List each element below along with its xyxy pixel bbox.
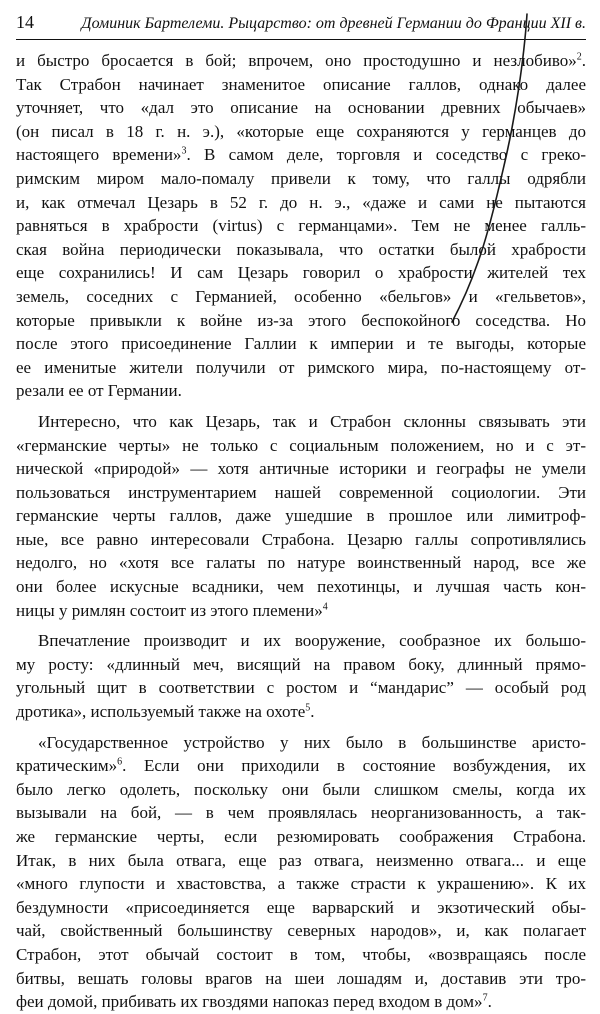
line-text: же германские черты, если резюмировать соображения Страбона.: [16, 827, 586, 846]
text-line: [16, 919, 586, 943]
line-text: уточняет, что «дал это описание на основании древних обычаев»: [16, 98, 586, 118]
text-line: [16, 676, 586, 700]
text-line: [16, 778, 586, 802]
text-line: [16, 379, 586, 403]
line-text: земель, соседних с Германией, особенно «бельгов» и «гельветов»,: [16, 286, 586, 306]
text-line: [16, 434, 586, 458]
line-text: феи домой, прибивать их гвоздями напоказ перед входом в дом»: [16, 992, 483, 1012]
text-line: [16, 309, 586, 333]
line-text: ская война периодически показывала, что остатки былой храбрости: [16, 239, 586, 259]
paragraph-gap: [16, 724, 586, 731]
line-text-tail: . В самом деле, торговля и соседство с греко-: [186, 145, 586, 165]
text-line: [16, 653, 586, 677]
text-line: [16, 356, 586, 380]
line-text-tail: .: [487, 992, 492, 1012]
text-line: [16, 238, 586, 262]
page-number: 14: [16, 12, 34, 32]
line-text: настоящего времени»: [16, 145, 182, 165]
line-text: вызывали на бой, — в чем проявлялась неорганизованность, а так-: [16, 803, 586, 823]
line-text: Страбон, этот обычай состоит в том, чтобы, «возвращаясь после: [16, 944, 586, 964]
line-text: чай, свойственный большинству северных народов», и, как полагает: [16, 921, 586, 941]
text-line: [16, 551, 586, 575]
line-text: резали ее от Германии.: [16, 381, 182, 401]
line-text-tail: .: [581, 51, 586, 70]
line-text: германские черты галлов, даже ушедшие в прошлое или лимитроф-: [16, 506, 586, 526]
text-line: [16, 801, 586, 825]
text-line: [16, 410, 586, 434]
line-text: Итак, в них была отвага, еще раз отвага, неизменно отвага... и еще: [16, 850, 586, 870]
text-line: [16, 575, 586, 599]
line-text: кратическим»: [16, 756, 118, 776]
text-line: [16, 872, 586, 896]
footnote-ref: 6: [117, 756, 123, 768]
text-line: [16, 332, 586, 356]
text-line: [16, 167, 586, 191]
text-line: [16, 990, 586, 1014]
line-text: «много глупости и хвастовства, а также страсти к украшению». К их: [16, 874, 586, 894]
paragraph: [16, 410, 586, 622]
line-text: и, как отмечал Цезарь в 52 г. до н. э., «даже и сами не пытаются: [16, 192, 586, 212]
text-line: [16, 481, 586, 505]
paragraph-gap: [16, 403, 586, 410]
line-text: они более искусные всадники, чем пехотинцы, и лучшая часть кон-: [16, 577, 586, 597]
line-text: и быстро бросается в бой; впрочем, оно простодушно и незлобиво»: [16, 51, 577, 70]
text-line: [16, 504, 586, 528]
line-text: римским миром мало-помалу привели к тому, что галлы одрябли: [16, 168, 586, 188]
text-line: [16, 191, 586, 215]
line-text: Впечатление производит и их вооружение, сообразное их большо-: [38, 631, 586, 651]
line-text: нической «природой» — хотя античные историки и географы не умели: [16, 459, 586, 479]
footnote-ref: 5: [305, 702, 311, 714]
line-text: «германские черты» не только с социальным положением, но и с эт-: [16, 435, 586, 455]
line-text: битвы, вешать головы врагов на шеи лошадям и, доставив эти тро-: [16, 968, 586, 988]
line-text: еще сохранились! И сам Цезарь говорил о храбрости жителей тех: [16, 263, 586, 283]
line-text: ницы у римлян состоит из этого племени»: [16, 600, 323, 620]
line-text: после этого присоединение Галлии к империи и те выгоды, которые: [16, 334, 586, 354]
text-line: [16, 754, 586, 778]
line-text: которые привыкли к войне из-за этого беспокойного соседства. Но: [16, 310, 586, 330]
line-text: пользоваться инструментарием нашей современной социологии. Эти: [16, 482, 586, 502]
paragraph: [16, 49, 586, 403]
text-line: [16, 261, 586, 285]
body-text: [16, 49, 586, 1014]
text-line: [16, 825, 586, 849]
book-page: [16, 10, 586, 1012]
footnote-ref: 7: [482, 992, 488, 1004]
line-text: равняться в храбрости (virtus) с германцами». Тем не менее галль-: [16, 216, 586, 236]
line-text: дротика», используемый также на охоте: [16, 702, 306, 722]
text-line: [16, 457, 586, 481]
text-line: [16, 143, 586, 167]
line-text-tail: . Если они приходили в состояние возбуждения, их: [122, 756, 586, 776]
text-line: [16, 214, 586, 238]
line-text-tail: .: [310, 702, 315, 722]
paragraph: [16, 731, 586, 1014]
footnote-ref: 4: [322, 601, 328, 612]
line-text: недолго, но «хотя все галаты по натуре воинственный народ, все же: [16, 553, 586, 573]
line-text: Интересно, что как Цезарь, так и Страбон склонны связывать эти: [38, 411, 586, 431]
line-text: ее именитые жители получили от римского мира, по-настоящему от-: [16, 357, 586, 377]
text-line: [16, 49, 586, 73]
line-text: «Государственное устройство у них было в большинстве аристо-: [38, 732, 586, 752]
paragraph-gap: [16, 622, 586, 629]
running-title: Доминик Бартелеми. Рыцарство: от древней Германии до Франции XII в.: [81, 15, 586, 32]
line-text: Так Страбон начинает знаменитое описание галлов, однако далее: [16, 74, 586, 94]
line-text: му росту: «длинный меч, висящий на правом боку, длинный прямо-: [16, 654, 586, 674]
line-text: было легко одолеть, поскольку они были слишком смелы, когда их: [16, 779, 586, 799]
footnote-ref: 3: [181, 145, 187, 157]
paragraph: [16, 629, 586, 723]
text-line: [16, 849, 586, 873]
text-line: [16, 731, 586, 755]
text-line: [16, 528, 586, 552]
text-line: [16, 285, 586, 309]
text-line: [16, 120, 586, 144]
text-line: [16, 73, 586, 97]
line-text: (он писал в 18 г. н. э.), «которые еще сохраняются у германцев до: [16, 121, 586, 141]
text-line: [16, 967, 586, 991]
text-line: [16, 896, 586, 920]
page-header: [16, 10, 586, 40]
line-text: бездумности «присоединяется еще варварский и экзотический обы-: [16, 897, 586, 917]
line-text: угольный щит в соответствии с ростом и “мандарис” — особый род: [16, 678, 586, 698]
footnote-ref: 2: [576, 51, 582, 63]
text-line: [16, 629, 586, 653]
text-line: [16, 96, 586, 120]
text-line: [16, 700, 586, 724]
line-text: ные, все равно интересовали Страбона. Цезарю галлы сопротивлялись: [16, 529, 586, 549]
text-line: [16, 599, 586, 623]
